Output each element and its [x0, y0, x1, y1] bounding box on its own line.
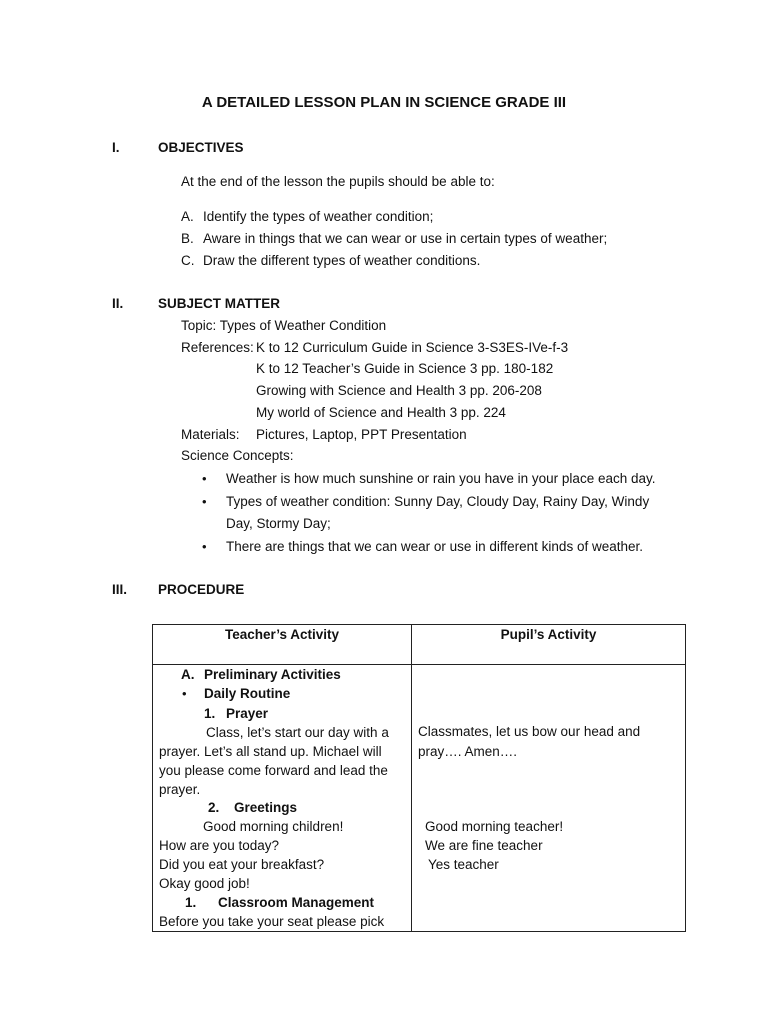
section-number-procedure: III. — [112, 582, 128, 597]
objective-letter: A. — [181, 209, 194, 224]
pupil-activity-cell — [412, 665, 686, 932]
prayer-line: prayer. — [159, 782, 201, 797]
prayer-line: prayer. Let’s all stand up. Michael will — [159, 744, 382, 759]
section-number-subject-matter: II. — [112, 296, 124, 311]
materials-value: Pictures, Laptop, PPT Presentation — [256, 427, 467, 442]
table-row — [153, 665, 686, 932]
objective-item: Identify the types of weather condition; — [203, 209, 434, 224]
greetings-label: Greetings — [234, 800, 298, 815]
reference-item: Growing with Science and Health 3 pp. 206-208 — [256, 383, 542, 398]
prayer-line: Class, let’s start our day with a — [206, 725, 389, 740]
preliminary-letter: A. — [181, 667, 195, 682]
table-header-row — [153, 625, 686, 665]
references-label: References: — [181, 340, 254, 355]
concept-item: Types of weather condition: Sunny Day, Cloudy Day, Rainy Day, Windy — [226, 494, 650, 509]
objective-letter: C. — [181, 253, 195, 268]
section-number-objectives: I. — [112, 140, 120, 155]
header-pupil-activity: Pupil’s Activity — [412, 625, 686, 665]
greeting-line: Did you eat your breakfast? — [159, 857, 325, 872]
concept-item: There are things that we can wear or use in different kinds of weather. — [226, 539, 643, 554]
pupil-greeting-line: We are fine teacher — [425, 838, 543, 853]
greetings-number: 2. — [208, 800, 220, 815]
classroom-management-number: 1. — [185, 895, 197, 910]
prayer-line: you please come forward and lead the — [159, 763, 388, 778]
procedure-table — [152, 624, 686, 932]
pupil-prayer-line: Classmates, let us bow our head and — [418, 724, 641, 739]
concept-item-continued: Day, Stormy Day; — [226, 516, 331, 531]
reference-item: My world of Science and Health 3 pp. 224 — [256, 405, 506, 420]
objective-letter: B. — [181, 231, 194, 246]
pupil-greeting-line: Good morning teacher! — [425, 819, 564, 834]
objectives-intro: At the end of the lesson the pupils should be able to: — [181, 174, 495, 189]
header-teacher-activity: Teacher’s Activity — [153, 625, 412, 665]
section-heading-procedure: PROCEDURE — [158, 582, 245, 597]
document-title: A DETAILED LESSON PLAN IN SCIENCE GRADE III — [201, 94, 567, 111]
greeting-line: How are you today? — [159, 838, 280, 853]
greeting-line: Good morning children! — [203, 819, 344, 834]
section-heading-objectives: OBJECTIVES — [158, 140, 244, 155]
section-heading-subject-matter: SUBJECT MATTER — [158, 296, 281, 311]
objective-item: Draw the different types of weather conditions. — [203, 253, 481, 268]
prayer-number: 1. — [204, 706, 216, 721]
greeting-line: Okay good job! — [159, 876, 250, 891]
prayer-label: Prayer — [226, 706, 269, 721]
bullet-icon: • — [202, 471, 207, 486]
classroom-management-line: Before you take your seat please pick — [159, 914, 385, 929]
objective-item: Aware in things that we can wear or use in certain types of weather; — [203, 231, 608, 246]
bullet-icon: • — [182, 686, 187, 701]
bullet-icon: • — [202, 494, 207, 509]
teacher-activity-cell — [153, 665, 412, 932]
preliminary-activities-label: Preliminary Activities — [204, 667, 341, 682]
reference-item: K to 12 Curriculum Guide in Science 3-S3ES-IVe-f-3 — [256, 340, 569, 355]
materials-label: Materials: — [181, 427, 240, 442]
bullet-icon: • — [202, 539, 207, 554]
science-concepts-label: Science Concepts: — [181, 448, 294, 463]
classroom-management-label: Classroom Management — [218, 895, 375, 910]
concept-item: Weather is how much sunshine or rain you have in your place each day. — [226, 471, 656, 486]
pupil-greeting-line: Yes teacher — [428, 857, 499, 872]
daily-routine-label: Daily Routine — [204, 686, 291, 701]
reference-item: K to 12 Teacher’s Guide in Science 3 pp. 180-182 — [256, 361, 554, 376]
topic-line: Topic: Types of Weather Condition — [181, 318, 387, 333]
pupil-prayer-line: pray…. Amen…. — [418, 744, 518, 759]
